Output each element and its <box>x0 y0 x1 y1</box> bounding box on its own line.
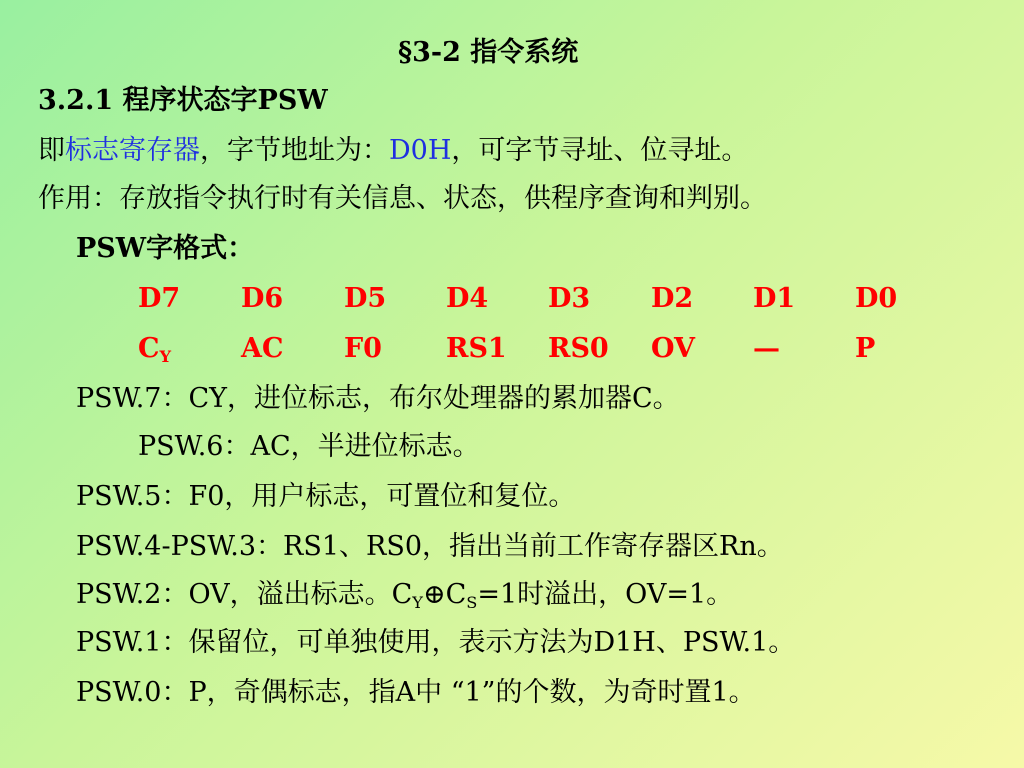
purpose-line: 作用：存放指令执行时有关信息、状态，供程序查询和判别。 <box>38 183 767 214</box>
bit-position: D4 <box>446 283 489 314</box>
register-suffix: ，可字节寻址、位寻址。 <box>451 135 749 166</box>
desc-psw7: PSW.7：CY，进位标志，布尔处理器的累加器C。 <box>76 383 680 414</box>
bit-position: D6 <box>241 283 284 314</box>
bit-flag: OV <box>651 333 695 364</box>
register-address: D0H <box>389 135 452 166</box>
bit-flag: $C_Y$ <box>138 333 172 366</box>
bit-flag: RS1 <box>446 333 507 364</box>
desc-psw1: PSW.1：保留位，可单独使用，表示方法为D1H、PSW.1。 <box>76 627 796 658</box>
bit-position: D5 <box>344 283 387 314</box>
register-middle: ，字节地址为： <box>200 135 389 166</box>
bit-position: D2 <box>651 283 694 314</box>
format-heading: PSW字格式： <box>76 233 255 264</box>
bit-flag: F0 <box>344 333 382 364</box>
register-prefix: 即 <box>38 135 65 166</box>
bit-position: D1 <box>753 283 796 314</box>
bit-flag: AC <box>241 333 284 364</box>
bit-flag: — <box>753 333 780 364</box>
bit-position: D3 <box>548 283 591 314</box>
section-heading: 3.2.1 程序状态字PSW <box>38 85 328 116</box>
page-title: §3-2 指令系统 <box>398 37 579 68</box>
bit-position: D0 <box>855 283 898 314</box>
register-line <box>38 134 748 168</box>
register-term: 标志寄存器 <box>65 135 200 166</box>
desc-psw5: PSW.5：F0，用户标志，可置位和复位。 <box>76 481 576 512</box>
bit-position: D7 <box>138 283 181 314</box>
bit-flag: RS0 <box>548 333 609 364</box>
bit-flag: P <box>855 333 876 364</box>
desc-psw2: PSW.2：OV，溢出标志。$C_Y\oplus C_S=1$时溢出，OV=1。 <box>76 579 734 612</box>
desc-psw6: PSW.6：AC，半进位标志。 <box>138 431 480 462</box>
desc-psw4-3: PSW.4-PSW.3：RS1、RS0，指出当前工作寄存器区Rn。 <box>76 531 784 562</box>
desc-psw0: PSW.0：P，奇偶标志，指A中 “1”的个数，为奇时置1。 <box>76 677 756 708</box>
